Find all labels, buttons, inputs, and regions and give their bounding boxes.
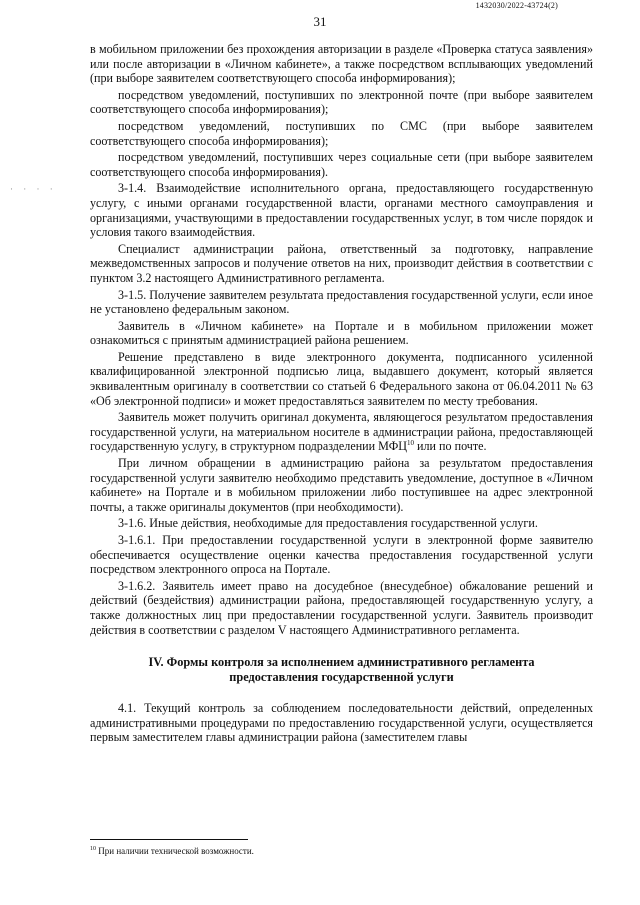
paragraph: 3-1.6. Иные действия, необходимые для предоставления государственной услуги. xyxy=(118,516,538,531)
registration-number: 1432030/2022-43724(2) xyxy=(475,1,558,10)
section-heading-line2: предоставления государственной услуги xyxy=(229,670,454,685)
paragraph: посредством уведомлений, поступивших по электронной почте (при выборе заявителем соответствующего способа информирования); xyxy=(90,87,593,117)
paragraph-with-footnote xyxy=(90,410,593,454)
paragraph: При личном обращении в администрацию района за результатом предоставления государственной услуги заявителю необходимо представить уведомление, доступное в «Личном кабинете» на Портале и в мобильном приложении либо поступившее на адрес электронной почты, а также оригиналы документов (при необходимости). xyxy=(90,456,593,514)
footnote-mark: 10 xyxy=(90,846,96,852)
paragraph-tail: или по почте. xyxy=(414,439,487,454)
footnote xyxy=(90,846,254,856)
section-heading xyxy=(90,655,593,685)
paragraph: Специалист администрации района, ответственный за подготовку, направление межведомственных запросов и получение ответов на них, производит действия в соответствии с пунктом 3.2 настоящего Административного регламента. xyxy=(90,241,593,285)
page-number: 31 xyxy=(313,14,327,29)
paragraph: 3-1.4. Взаимодействие исполнительного органа, предоставляющего государственную услугу, с иными органами государственной власти, органами местного самоуправления и организациями, участвующими в предоставлении государственных услуг, в том числе порядок и условия такого взаимодействия. xyxy=(90,181,593,240)
paragraph: 3-1.5. Получение заявителем результата предоставления государственной услуги, если иное не установлено федеральным законом. xyxy=(90,287,593,317)
document-body xyxy=(90,42,593,747)
margin-scan-marks: · · · · xyxy=(10,184,57,194)
footnote-divider xyxy=(90,839,248,840)
paragraph: Решение представлено в виде электронного документа, подписанного усиленной квалифицированной электронной подписью лица, выдавшего документ, который является эквивалентным оригиналу в соответствии со статьей 6 Федерального закона от 06.04.2011 № 63 «Об электронной подписи» и может предоставляться заявителем по месту требования. xyxy=(90,349,593,408)
paragraph: 3-1.6.2. Заявитель имеет право на досудебное (внесудебное) обжалование решений и действий (бездействия) администрации района, предоставляющей государственную услугу, а также должностных лиц при предоставлении государственной услуги. Заявитель производит действия в соответствии с разделом V настоящего Административного регламента. xyxy=(90,578,593,637)
paragraph: посредством уведомлений, поступивших по СМС (при выборе заявителем соответствующего способа информирования); xyxy=(90,118,593,148)
paragraph: посредством уведомлений, поступивших через социальные сети (при выборе заявителем соответствующего способа информирования). xyxy=(90,150,593,179)
paragraph: 3-1.6.1. При предоставлении государственной услуги в электронной форме заявителю обеспечивается осуществление оценки качества предоставления государственной услуги посредством электронного опроса на Портале. xyxy=(90,533,593,577)
paragraph-text: Заявитель может получить оригинал документа, являющегося результатом предоставления государственной услуги, на материальном носителе в администрации района, предоставляющей государственную услугу, в структурном подразделении МФЦ xyxy=(90,410,593,454)
section-heading-line1: IV. Формы контроля за исполнением административного регламента xyxy=(148,655,535,670)
paragraph: в мобильном приложении без прохождения авторизации в разделе «Проверка статуса заявления» или после авторизации в «Личном кабинете», а также посредством всплывающих уведомлений (при выборе заявителем соответствующего способа информирования); xyxy=(90,42,593,86)
paragraph: 4.1. Текущий контроль за соблюдением последовательности действий, определенных административными процедурами по предоставлению государственной услуги, осуществляется первым заместителем главы администрации района (заместителем главы xyxy=(90,701,593,745)
footnote-text: При наличии технической возможности. xyxy=(96,846,254,856)
paragraph: Заявитель в «Личном кабинете» на Портале и в мобильном приложении может ознакомиться с принятым администрацией района решением. xyxy=(90,318,593,348)
footnote-ref: 10 xyxy=(407,439,415,448)
